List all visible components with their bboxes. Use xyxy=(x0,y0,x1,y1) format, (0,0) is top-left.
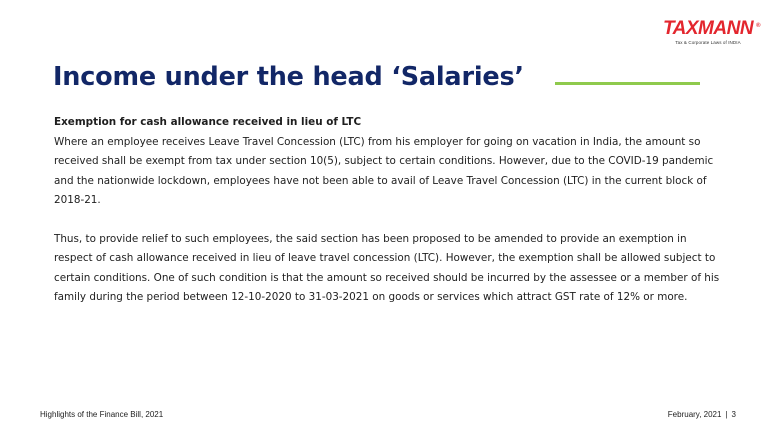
paragraph-2: Thus, to provide relief to such employees, the said section has been proposed to be amended to provide an exemption in respect of cash allowance received in lieu of leave travel concession (LTC). However, the exemption shall be allowed subject to certain conditions. One of such condition is that the amount so received should be incurred by the assessee or a member of his family during the period between 12-10-2020 to 31-03-2021 on goods or services which attract GST rate of 12% or more. xyxy=(54,232,720,303)
slide-content xyxy=(54,113,726,308)
registered-mark: ® xyxy=(756,23,761,29)
slide-title: Income under the head ‘Salaries’ xyxy=(53,62,524,92)
footer-separator: | xyxy=(725,410,728,419)
logo-brand-text: TAXMANN xyxy=(662,18,754,39)
paragraph-1: Where an employee receives Leave Travel Concession (LTC) from his employer for going on vacation in India, the amount so received shall be exempt from tax under section 10(5), subject to certain conditions. However, due to the COVID-19 pandemic and the nationwide lockdown, employees have not been able to avail of Leave Travel Concession (LTC) in the current block of 2018-21. xyxy=(54,135,714,206)
title-accent-line xyxy=(555,82,700,85)
footer-document-title: Highlights of the Finance Bill, 2021 xyxy=(40,410,164,419)
logo-wordmark xyxy=(662,18,761,39)
taxmann-logo xyxy=(658,18,761,45)
page-number: 3 xyxy=(731,410,736,419)
section-subheading: Exemption for cash allowance received in lieu of LTC xyxy=(54,116,362,128)
logo-tagline: Tax & Corporate Laws of INDIA xyxy=(675,40,741,45)
footer-info xyxy=(668,410,736,419)
footer-date: February, 2021 xyxy=(667,410,722,419)
